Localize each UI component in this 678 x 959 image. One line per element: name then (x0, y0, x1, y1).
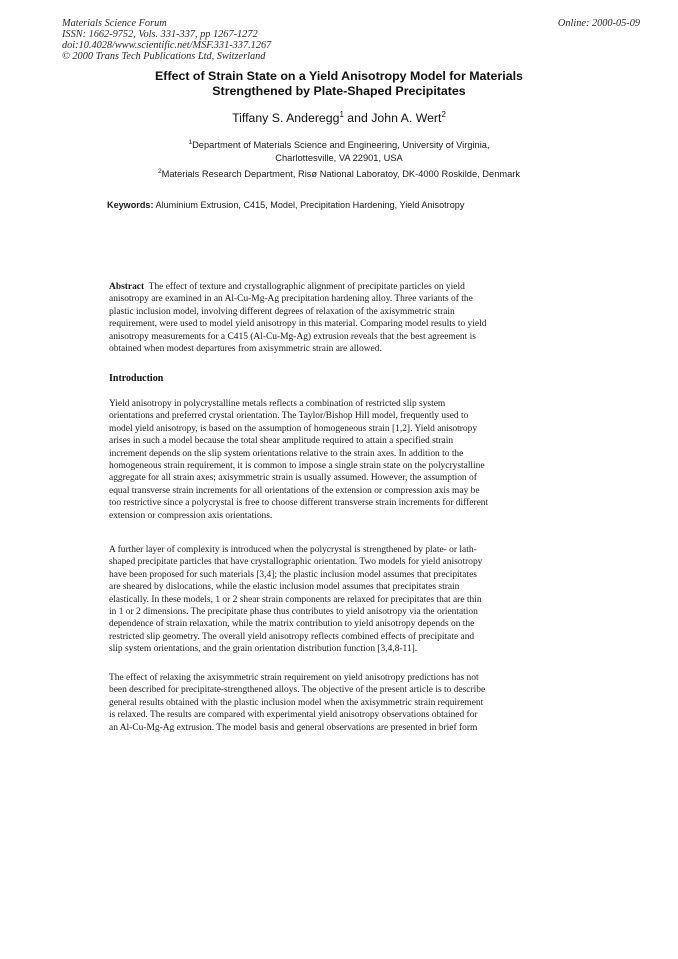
affiliation-1-mark: 1 (188, 139, 193, 146)
paragraph-line: shaped precipitate particles that have crystallographic orientation. Two models for yield anisotropy (109, 557, 483, 568)
paragraph-line: are sheared by dislocations, while the elastic inclusion model assumes that precipitates strain (109, 582, 460, 593)
paragraph-line: is relaxed. The results are compared with experimental yield anisotropy observations obtained for (109, 710, 478, 721)
intro-paragraph-1 (109, 398, 559, 522)
paragraph-line: increment depends on the slip system orientations relative to the strain axes. In addition to the (109, 448, 464, 459)
paragraph-line: equal transverse strain increments for all orientations of the extension or compression axis may be (109, 485, 480, 496)
paragraph-line: general results obtained with the plastic inclusion model when the axisymmetric strain requirement (109, 697, 484, 708)
intro-paragraph-3 (109, 672, 559, 734)
paragraph-line: have been proposed for such materials [3,4]; the plastic inclusion model assumes that precipitates (109, 569, 477, 580)
paragraph-line: slip system orientations, and the grain orientation distribution function [3,4,8-11]. (109, 644, 418, 655)
keywords (107, 200, 627, 210)
affiliation-1-line-1: Department of Materials Science and Engineering, University of Virginia, (192, 140, 490, 151)
affiliation-1 (60, 137, 618, 164)
author-joiner: and (343, 111, 372, 126)
paragraph-line: too restrictive since a polycrystal is free to choose different transverse strain increments for different (109, 498, 489, 509)
online-date: Online: 2000-05-09 (557, 18, 640, 29)
title-line-2: Strengthened by Plate-Shaped Precipitates (212, 83, 466, 98)
title-line-1: Effect of Strain State on a Yield Anisotropy Model for Materials (155, 69, 523, 83)
abstract-line: anisotropy are examined in an Al-Cu-Mg-Ag precipitation hardening alloy. Three variants of the (109, 294, 473, 305)
affiliation-1-line-2: Charlottesville, VA 22901, USA (275, 152, 403, 163)
paragraph-line: orientations and preferred crystal orientation. The Taylor/Bishop Hill model, frequently used to (109, 411, 469, 422)
section-heading-introduction: Introduction (109, 373, 164, 384)
doi-line: doi:10.4028/www.scientific.net/MSF.331-337.1267 (62, 40, 272, 52)
abstract-line: plastic inclusion model, involving different degrees of relaxation of the axisymmetric strain (109, 306, 455, 317)
abstract-line: The effect of texture and crystallographic alignment of precipitate particles on yield (144, 282, 465, 292)
author-list (0, 110, 678, 125)
intro-paragraph-2 (109, 544, 559, 656)
issn-line: ISSN: 1662-9752, Vols. 331-337, pp 1267-1272 (62, 29, 258, 41)
abstract-line: anisotropy measurements for a C415 (Al-Cu-Mg-Ag) extrusion reveals that the best agreement is (109, 331, 476, 342)
paragraph-line: an Al-Cu-Mg-Ag extrusion. The model basis and general observations are presented in brief form (109, 722, 478, 733)
author-1: Tiffany S. Anderegg (232, 111, 340, 126)
paragraph-line: restricted slip geometry. The overall yield anisotropy reflects combined effects of precipitate and (109, 631, 475, 642)
paragraph-line: elastically. In these models, 1 or 2 shear strain components are relaxed for precipitates that are thin (109, 594, 482, 605)
paragraph-line: been described for precipitate-strengthened alloys. The objective of the present article is to describe (109, 685, 486, 696)
paragraph-line: model yield anisotropy, is based on the assumption of homogeneous strain [1,2]. Yield anisotropy (109, 423, 478, 434)
journal-name: Materials Science Forum (62, 18, 167, 29)
abstract-line: requirement, were used to model yield anisotropy in this material. Comparing model results to yield (109, 319, 487, 330)
paragraph-line: extension or compression axis orientations. (109, 510, 273, 521)
keywords-label: Keywords: (107, 200, 154, 210)
paragraph-line: The effect of relaxing the axisymmetric strain requirement on yield anisotropy predictions has not (109, 673, 479, 683)
copyright-line: © 2000 Trans Tech Publications Ltd, Switzerland (62, 51, 266, 63)
paragraph-line: in 1 or 2 dimensions. The precipitate phase thus contributes to yield anisotropy via the orientation (109, 607, 478, 618)
paragraph-line: aggregate for all strain axes; axisymmetric strain is usually assumed. However, the assumption of (109, 473, 477, 484)
author-2-affiliation-mark: 2 (441, 110, 446, 119)
paragraph-line: A further layer of complexity is introduced when the polycrystal is strengthened by plate- or lath- (109, 545, 477, 555)
author-1-affiliation-mark: 1 (339, 110, 344, 119)
paragraph-line: dependence of strain relaxation, while the matrix contribution to yield anisotropy depends on the (109, 619, 475, 630)
affiliation-2-line-1: Materials Research Department, Risø National Laboratoy, DK-4000 Roskilde, Denmark (161, 169, 521, 180)
abstract (109, 281, 559, 355)
keywords-text: Aluminium Extrusion, C415, Model, Precipitation Hardening, Yield Anisotropy (155, 200, 465, 210)
affiliation-2-mark: 2 (157, 168, 162, 175)
affiliation-2 (60, 166, 618, 181)
abstract-label: Abstract (109, 282, 145, 292)
author-2: John A. Wert (371, 111, 442, 126)
paragraph-line: homogeneous strain requirement, it is common to impose a single strain state on the polycrystalline (109, 461, 485, 472)
paragraph-line: arises in such a model because the total shear amplitude required to attain a specified strain (109, 436, 454, 447)
paper-title (90, 69, 588, 99)
abstract-line: obtained when modest departures from axisymmetric strain are allowed. (109, 344, 382, 355)
paragraph-line: Yield anisotropy in polycrystalline metals reflects a combination of restricted slip system (109, 399, 446, 409)
journal-metadata (62, 18, 622, 62)
